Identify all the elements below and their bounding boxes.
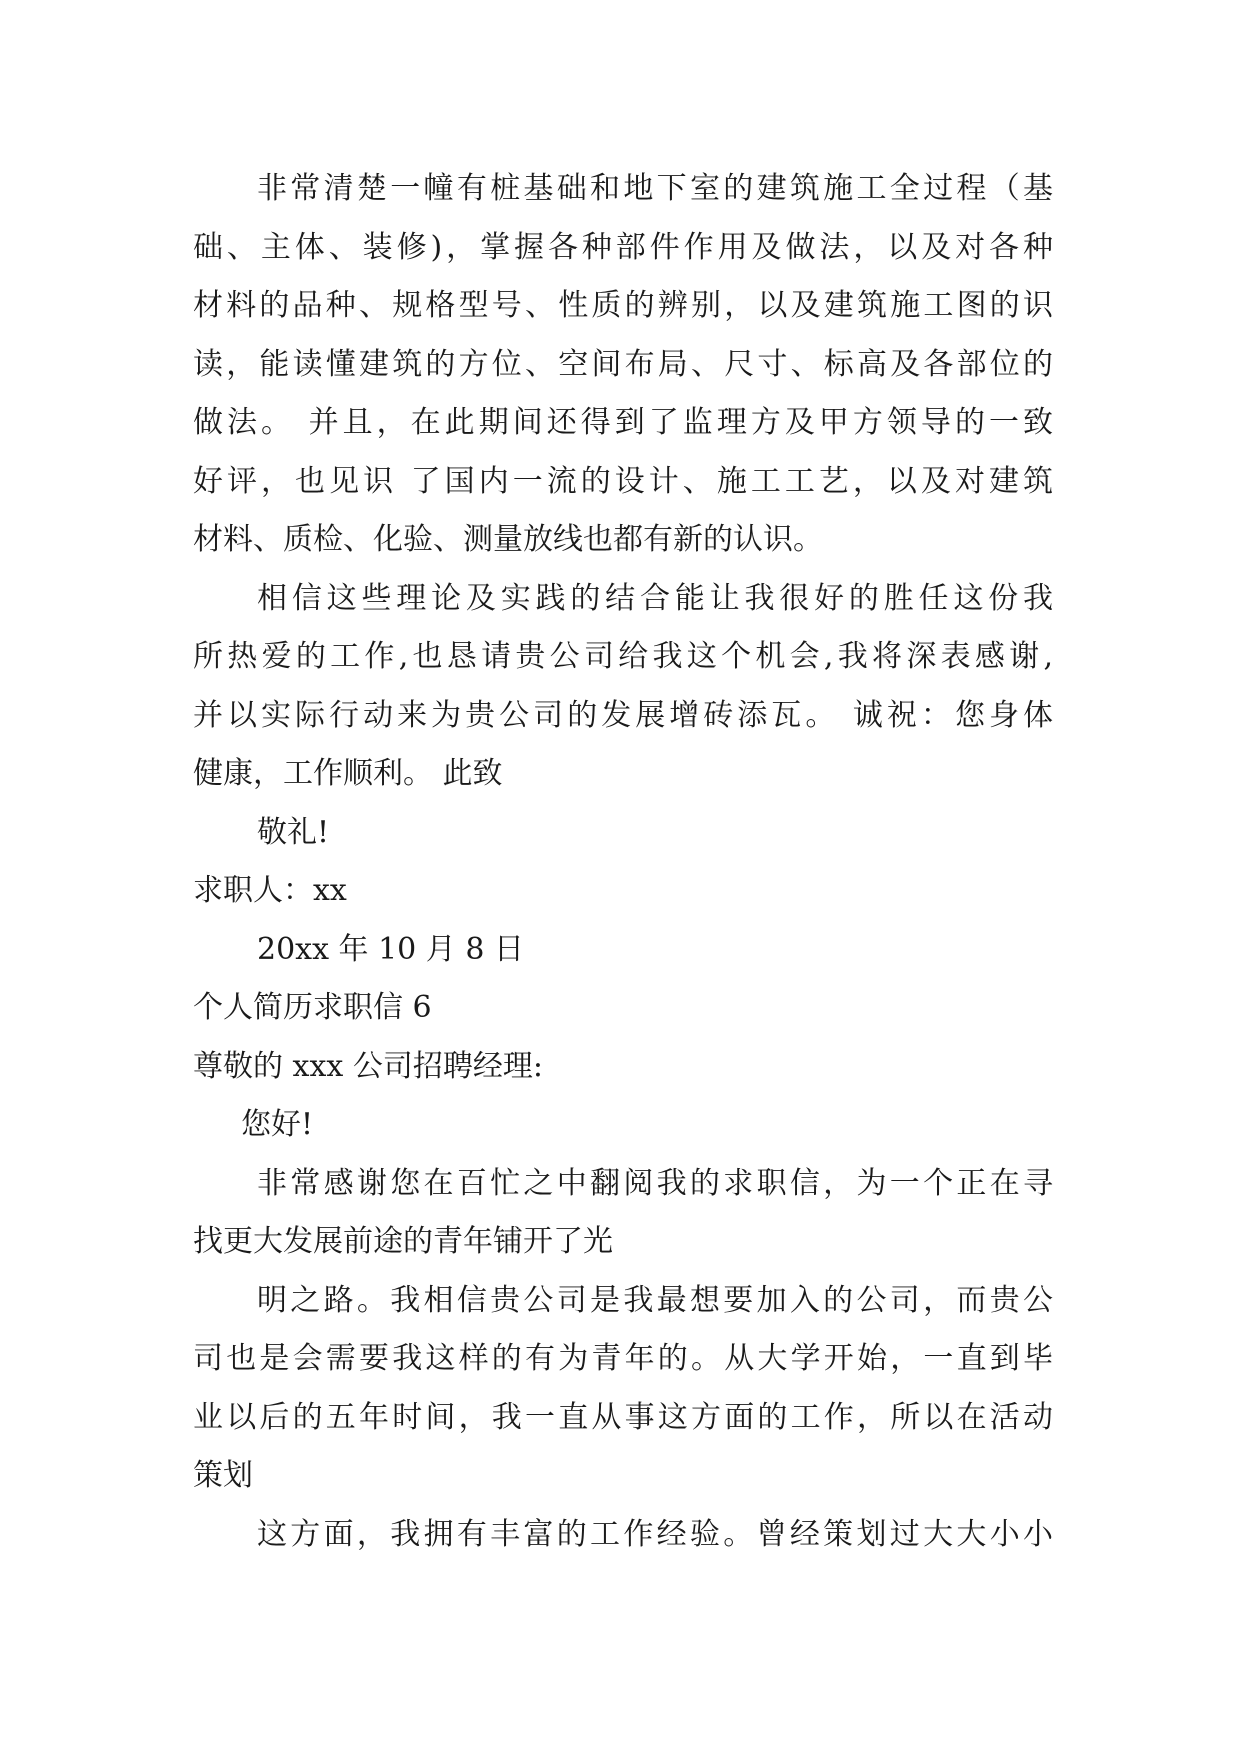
text-line: 业以后的五年时间，我一直从事这方面的工作，所以在活动: [193, 1399, 1053, 1435]
text-line: 找更大发展前途的青年铺开了光: [193, 1224, 613, 1259]
text-line: 相信这些理论及实践的结合能让我很好的胜任这份我: [257, 580, 1053, 616]
text-line: 非常感谢您在百忙之中翻阅我的求职信，为一个正在寻: [257, 1165, 1053, 1201]
text-line: 所热爱的工作,也恳请贵公司给我这个机会,我将深表感谢,: [193, 639, 1053, 674]
text-line: 明之路。我相信贵公司是我最想要加入的公司，而贵公: [257, 1282, 1053, 1318]
text-line: 健康，工作顺利。 此致: [193, 756, 503, 791]
letter-addressee: 尊敬的 xxx 公司招聘经理:: [193, 1048, 543, 1084]
letter-greeting: 您好!: [241, 1107, 314, 1142]
text-line: 础、主体、装修)，掌握各种部件作用及做法，以及对各种: [193, 229, 1053, 265]
text-line: 材料的品种、规格型号、性质的辨别，以及建筑施工图的识: [193, 288, 1053, 323]
text-line: 读，能读懂建筑的方位、空间布局、尺寸、标高及各部位的: [193, 346, 1053, 382]
text-line: 这方面，我拥有丰富的工作经验。曾经策划过大大小小: [257, 1516, 1053, 1552]
text-line: 好评，也见识 了国内一流的设计、施工工艺，以及对建筑: [193, 463, 1053, 499]
text-line: 策划: [193, 1458, 253, 1493]
closing-salutation: 敬礼!: [257, 814, 330, 850]
text-line: 非常清楚一幢有桩基础和地下室的建筑施工全过程（基: [257, 171, 1053, 206]
text-line: 材料、质检、化验、测量放线也都有新的认识。: [193, 522, 823, 557]
document-body: [193, 160, 1053, 1564]
letter-date: 20xx 年 10 月 8 日: [257, 931, 524, 967]
section-heading: 个人简历求职信 6: [193, 990, 432, 1025]
text-line: 做法。 并且，在此期间还得到了监理方及甲方领导的一致: [193, 405, 1053, 440]
applicant-signature: 求职人：xx: [193, 873, 347, 908]
text-line: 并以实际行动来为贵公司的发展增砖添瓦。 诚祝：您身体: [193, 697, 1053, 733]
text-line: 司也是会需要我这样的有为青年的。从大学开始，一直到毕: [193, 1341, 1053, 1376]
